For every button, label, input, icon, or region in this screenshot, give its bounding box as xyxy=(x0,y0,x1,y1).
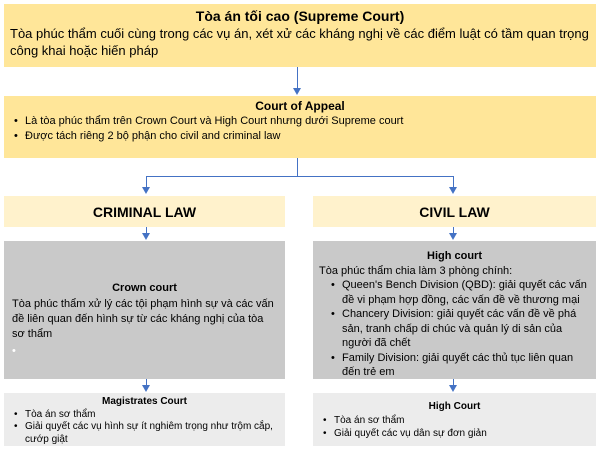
crown-court-title: Crown court xyxy=(112,282,177,294)
arrowhead-appeal xyxy=(293,88,301,95)
high-court-lower-list xyxy=(321,414,588,440)
court-of-appeal-title: Court of Appeal xyxy=(255,99,345,113)
civil-law-label: CIVIL LAW xyxy=(419,203,490,220)
high-court-box xyxy=(313,241,596,379)
supreme-court-title: Tòa án tối cao (Supreme Court) xyxy=(195,8,405,24)
high-court-intro: Tòa phúc thẩm chia làm 3 phòng chính: xyxy=(319,264,513,277)
criminal-law-label: CRIMINAL LAW xyxy=(92,203,197,220)
list-item: • Tòa án sơ thẩm xyxy=(12,409,277,422)
high-court-title: High court xyxy=(427,250,482,262)
court-of-appeal-box xyxy=(4,96,596,158)
high-court-divisions-list xyxy=(319,278,590,380)
supreme-court-box xyxy=(4,4,596,67)
connector-appeal-trunk xyxy=(297,158,298,176)
arrowhead-high-court xyxy=(449,233,457,240)
high-court-lower-box xyxy=(313,393,596,446)
division-item-chancery: • Chancery Division: giải quyết các vấn đề về phá sản, tranh chấp di chúc và quản lý di sản của người đã chết xyxy=(329,307,590,351)
supreme-court-description: Tòa phúc thẩm cuối cùng trong các vụ án, xét xử các kháng nghị về các điểm luật có tầm quan trọng công khai hoặc hiến pháp xyxy=(10,26,589,58)
arrowhead-crown xyxy=(142,233,150,240)
arrowhead-criminal xyxy=(142,187,150,194)
arrowhead-magistrates xyxy=(142,385,150,392)
arrowhead-high-court-lower xyxy=(449,385,457,392)
magistrates-court-box xyxy=(4,393,285,446)
empty-bullet: • xyxy=(12,345,16,357)
civil-law-header xyxy=(313,196,596,227)
criminal-law-header xyxy=(4,196,285,227)
list-item: • Giải quyết các vụ hình sự ít nghiêm trọng như trộm cắp, cướp giật xyxy=(12,421,277,446)
connector-supreme-appeal xyxy=(297,67,298,89)
arrowhead-civil xyxy=(449,187,457,194)
list-item: • Tòa án sơ thẩm xyxy=(321,414,588,427)
list-item: • Giải quyết các vụ dân sự đơn giản xyxy=(321,427,588,440)
list-item: • Là tòa phúc thẩm trên Crown Court và High Court nhưng dưới Supreme court xyxy=(12,114,588,129)
division-item-family: • Family Division: giải quyết các thủ tục liên quan đến trẻ em xyxy=(329,351,590,380)
high-court-lower-title: High Court xyxy=(428,401,481,412)
connector-branch-horizontal xyxy=(146,176,454,177)
crown-court-box xyxy=(4,241,285,379)
court-of-appeal-list xyxy=(12,114,588,144)
division-item-qbd: • Queen's Bench Division (QBD): giải quyết các vấn đề vi phạm hợp đồng, các vấn đề về thương mại xyxy=(329,278,590,307)
crown-court-description: Tòa phúc thẩm xử lý các tội phạm hình sự và các vấn đề liên quan đến hình sự từ các kháng nghị của tòa sơ thẩm xyxy=(12,298,274,340)
magistrates-court-list xyxy=(12,409,277,447)
list-item: • Được tách riêng 2 bộ phận cho civil and criminal law xyxy=(12,129,588,144)
magistrates-court-title: Magistrates Court xyxy=(101,396,187,407)
